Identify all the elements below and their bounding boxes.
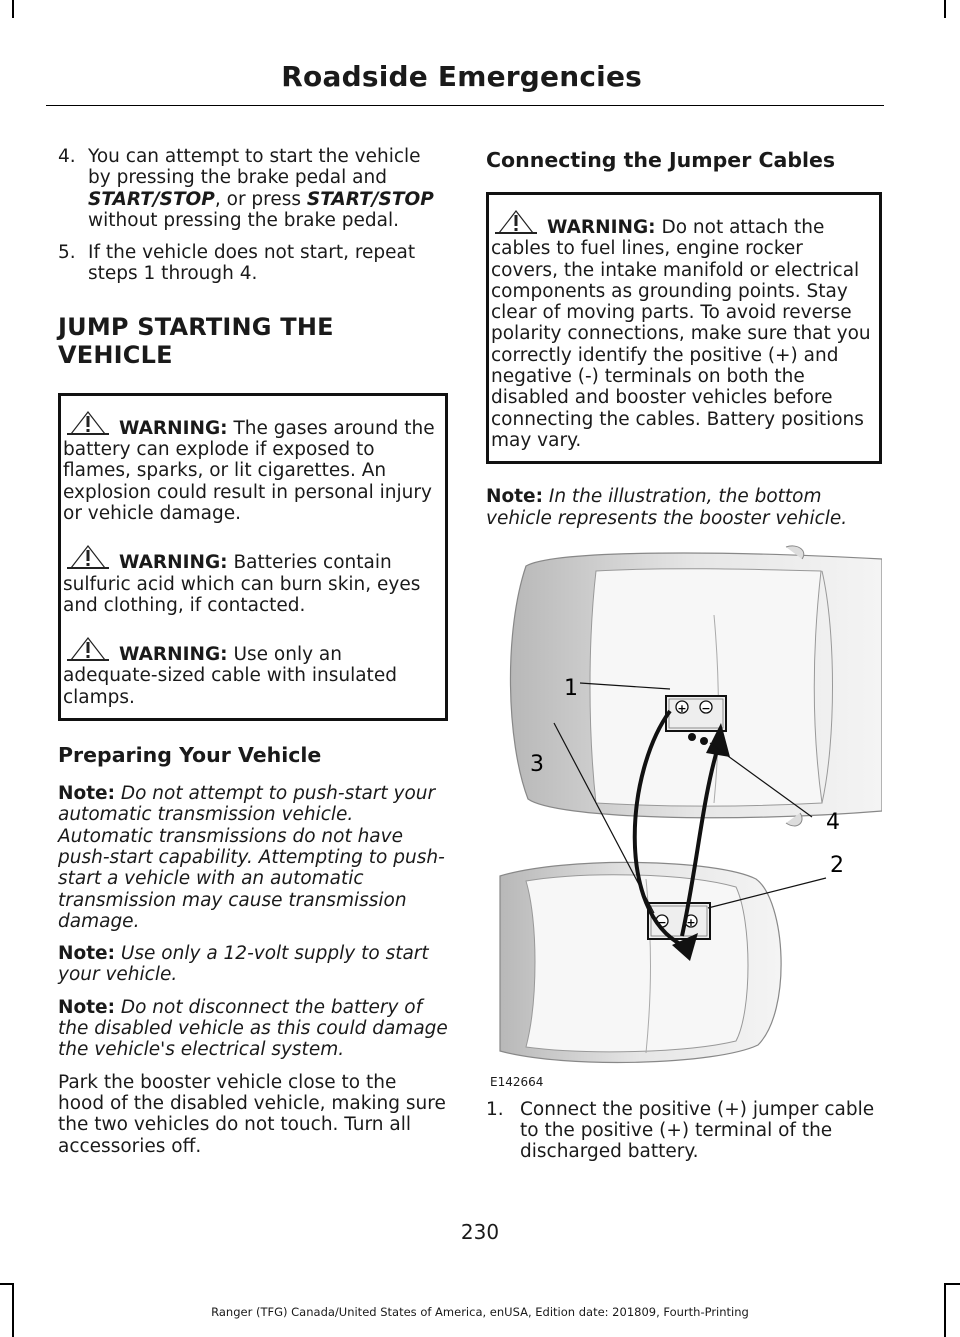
start-stop-term: START/STOP	[88, 188, 215, 210]
note	[58, 997, 448, 1061]
warning-label: WARNING:	[119, 417, 228, 439]
header-rule	[46, 105, 884, 106]
warning-item	[63, 410, 439, 524]
ground-point	[688, 733, 696, 741]
crop-mark-bottom-left-h	[0, 1283, 14, 1285]
warning-text: The gases around the battery can explode if exposed to flames, sparks, or lit cigarettes. An explosion could result in personal injury or vehicle damage.	[63, 417, 435, 524]
body-paragraph: Park the booster vehicle close to the hood of the disabled vehicle, making sure the two vehicles do not touch. Turn all accessories off.	[58, 1071, 446, 1157]
step-text-part: without pressing the brake pedal.	[88, 209, 399, 231]
warning-box	[58, 393, 448, 721]
warning-text: Use only an adequate-sized cable with insulated clamps.	[63, 644, 397, 708]
battery-negative-sign: −	[701, 701, 711, 715]
battery-positive-sign: +	[677, 701, 687, 715]
crop-mark-top-left	[12, 0, 14, 18]
crop-mark-top-right	[944, 0, 946, 18]
battery-negative-sign: −	[657, 915, 667, 929]
note-label: Note:	[58, 996, 115, 1018]
callout-3: 3	[530, 751, 544, 777]
note	[58, 943, 448, 986]
warning-item	[491, 209, 873, 451]
note-label: Note:	[58, 943, 115, 965]
note	[486, 486, 882, 529]
step-1	[486, 1099, 882, 1163]
battery-positive-sign: +	[686, 915, 696, 929]
warning-triangle-icon	[63, 544, 113, 570]
note-label: Note:	[486, 486, 543, 508]
step-text-part: , or press	[214, 188, 307, 210]
warning-item	[63, 544, 439, 616]
edition-footer: Ranger (TFG) Canada/United States of America, enUSA, Edition date: 201809, Fourth-Printing	[211, 1305, 749, 1319]
warning-label: WARNING:	[547, 217, 656, 238]
step-text-part: You can attempt to start the vehicle by pressing the brake pedal and	[88, 146, 421, 189]
step-text	[88, 146, 448, 231]
page-number: 230	[460, 1220, 500, 1244]
ground-point	[700, 737, 708, 745]
step-5	[58, 242, 448, 285]
subheading: Preparing Your Vehicle	[58, 743, 322, 768]
note-text: Do not attempt to push-start your automatic transmission vehicle. Automatic transmissions do not have push-start capability. Attempting to push-start a vehicle with an automatic transmission may cause transmission damage.	[58, 783, 445, 932]
warning-label: WARNING:	[119, 552, 228, 574]
step-4	[58, 146, 448, 231]
warning-box	[486, 192, 882, 464]
callout-4: 4	[826, 809, 840, 835]
illustration-svg	[486, 541, 882, 1085]
warning-text: Do not attach the cables to fuel lines, engine rocker covers, the intake manifold or electrical components as grounding points. Stay clear of moving parts. To avoid reverse polarity connections, make sure that you correctly identify the positive (+) and negative (-) terminals on both the disabled and booster vehicles before connecting the cables. Battery positions may vary.	[491, 217, 871, 451]
step-text: If the vehicle does not start, repeat steps 1 through 4.	[88, 242, 416, 285]
page-header-title: Roadside Emergencies	[281, 60, 642, 93]
subheading: Connecting the Jumper Cables	[486, 148, 836, 172]
jump-start-illustration	[486, 541, 882, 1089]
step-number: 4.	[58, 146, 76, 167]
note-label: Note:	[58, 783, 115, 805]
note	[58, 783, 448, 932]
note-text: Use only a 12-volt supply to start your vehicle.	[58, 943, 429, 986]
figure-code: E142664	[490, 1074, 544, 1089]
warning-text: Batteries contain sulfuric acid which can burn skin, eyes and clothing, if contacted.	[63, 552, 421, 616]
warning-triangle-icon	[491, 209, 541, 235]
warning-label: WARNING:	[119, 644, 228, 666]
discharged-battery	[666, 696, 726, 731]
warning-item	[63, 636, 439, 708]
step-number: 1.	[486, 1098, 504, 1120]
left-column	[58, 146, 448, 1168]
step-text: Connect the positive (+) jumper cable to the positive (+) terminal of the discharged battery.	[520, 1098, 875, 1163]
start-stop-term: START/STOP	[306, 188, 434, 210]
right-column	[486, 146, 882, 1174]
callout-2: 2	[830, 852, 844, 878]
warning-triangle-icon	[63, 636, 113, 662]
section-title: JUMP STARTING THE VEHICLE	[58, 312, 334, 369]
note-text: Do not disconnect the battery of the disabled vehicle as this could damage the vehicle's electrical system.	[58, 996, 448, 1061]
callout-1: 1	[564, 675, 578, 701]
crop-mark-bottom-right-h	[944, 1283, 960, 1285]
note-text: In the illustration, the bottom vehicle represents the booster vehicle.	[486, 486, 848, 529]
warning-triangle-icon	[63, 410, 113, 436]
step-number: 5.	[58, 242, 76, 264]
